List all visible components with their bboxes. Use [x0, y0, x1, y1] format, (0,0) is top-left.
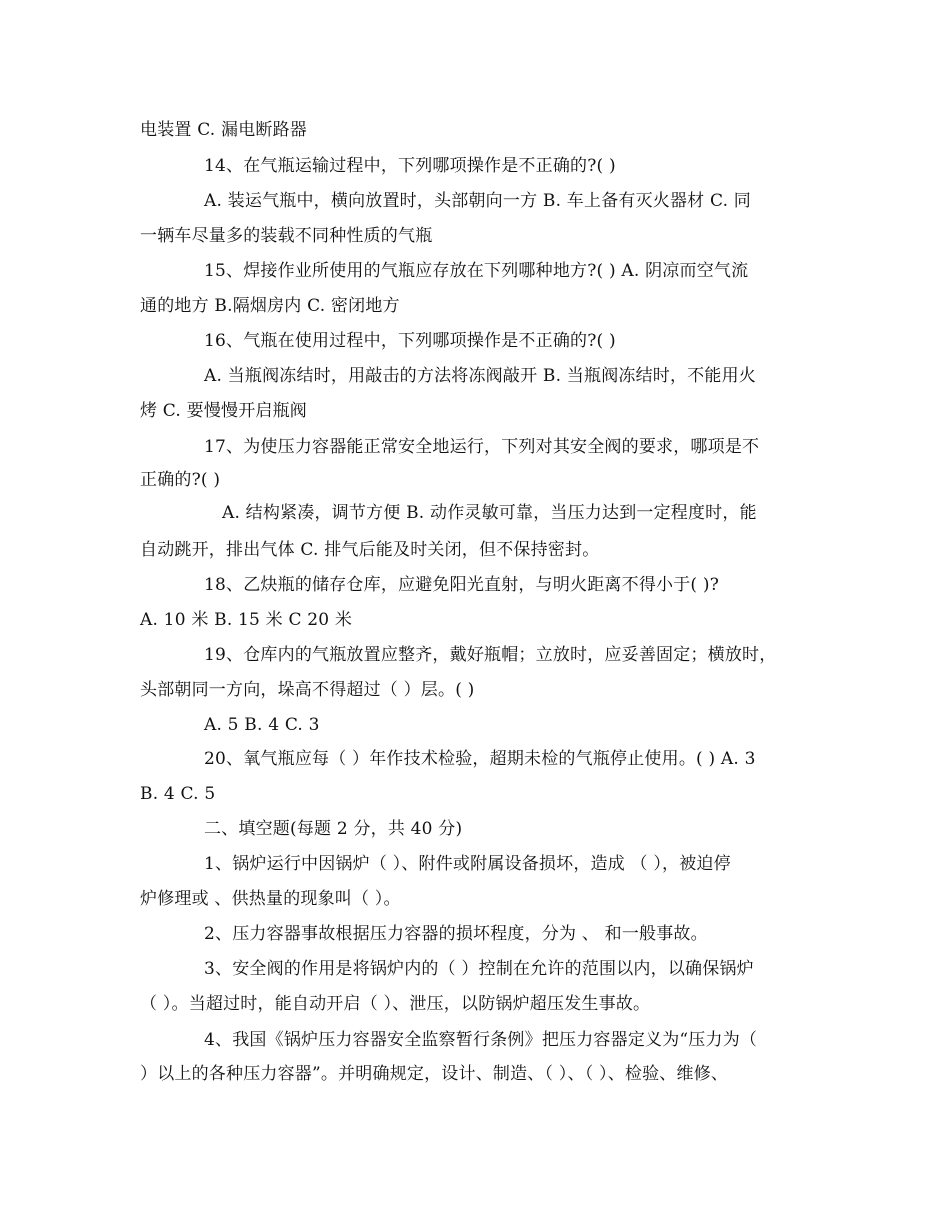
- text-line: A. 结构紧凑，调节方便 B. 动作灵敏可靠，当压力达到一定程度时，能: [222, 503, 757, 523]
- question-19: 19、仓库内的气瓶放置应整齐，戴好瓶帽；立放时，应妥善固定；横放时，: [204, 645, 777, 665]
- question-18: 18、乙炔瓶的储存仓库，应避免阳光直射，与明火距离不得小于( )?: [204, 575, 720, 595]
- text-line: 炉修理或 、供热量的现象叫（ ）。: [140, 889, 401, 909]
- text-line: 自动跳开，排出气体 C. 排气后能及时关闭，但不保持密封。: [140, 540, 600, 560]
- text-line: 烤 C. 要慢慢开启瓶阀: [140, 401, 308, 421]
- question-14: 14、在气瓶运输过程中，下列哪项操作是不正确的?( ): [204, 156, 616, 176]
- fill-question-2: 2、压力容器事故根据压力容器的损坏程度，分为 、 和一般事故。: [204, 924, 708, 944]
- text-line: 电装置 C. 漏电断路器: [140, 120, 308, 140]
- text-line: 正确的?( ): [140, 470, 221, 490]
- text-line: 一辆车尽量多的装载不同种性质的气瓶: [140, 226, 433, 246]
- text-line: B. 4 C. 5: [140, 784, 216, 804]
- question-17: 17、为使压力容器能正常安全地运行，下列对其安全阀的要求，哪项是不: [204, 437, 760, 457]
- fill-question-1: 1、锅炉运行中因锅炉（ ）、附件或附属设备损坏，造成 （ ），被迫停: [204, 854, 731, 874]
- question-20: 20、氧气瓶应每（ ）年作技术检验，超期未检的气瓶停止使用。( ) A. 3: [204, 749, 756, 769]
- text-line: ）以上的各种压力容器”。并明确规定，设计、制造、（ ）、（ ）、检验、维修、: [140, 1064, 729, 1084]
- text-line: A. 装运气瓶中，横向放置时，头部朝向一方 B. 车上备有灭火器材 C. 同: [204, 191, 751, 211]
- question-16: 16、气瓶在使用过程中，下列哪项操作是不正确的?( ): [204, 331, 616, 351]
- text-line: A. 10 米 B. 15 米 C 20 米: [140, 610, 353, 630]
- text-line: 通的地方 B.隔烟房内 C. 密闭地方: [140, 296, 400, 316]
- text-line: A. 5 B. 4 C. 3: [204, 715, 320, 735]
- fill-question-4: 4、我国《锅炉压力容器安全监察暂行条例》把压力容器定义为“压力为（: [204, 1030, 758, 1050]
- text-line: 头部朝同一方向，垛高不得超过（ ）层。( ): [140, 680, 475, 700]
- fill-question-3: 3、安全阀的作用是将锅炉内的（ ）控制在允许的范围以内，以确保锅炉: [204, 959, 754, 979]
- question-15: 15、焊接作业所使用的气瓶应存放在下列哪种地方?( ) A. 阴凉而空气流: [204, 261, 749, 281]
- text-line: （ ）。当超过时，能自动开启（ ）、泄压，以防锅炉超压发生事故。: [140, 994, 651, 1014]
- text-line: A. 当瓶阀冻结时，用敲击的方法将冻阀敲开 B. 当瓶阀冻结时，不能用火: [204, 366, 756, 386]
- section-heading: 二、填空题(每题 2 分，共 40 分): [204, 819, 463, 839]
